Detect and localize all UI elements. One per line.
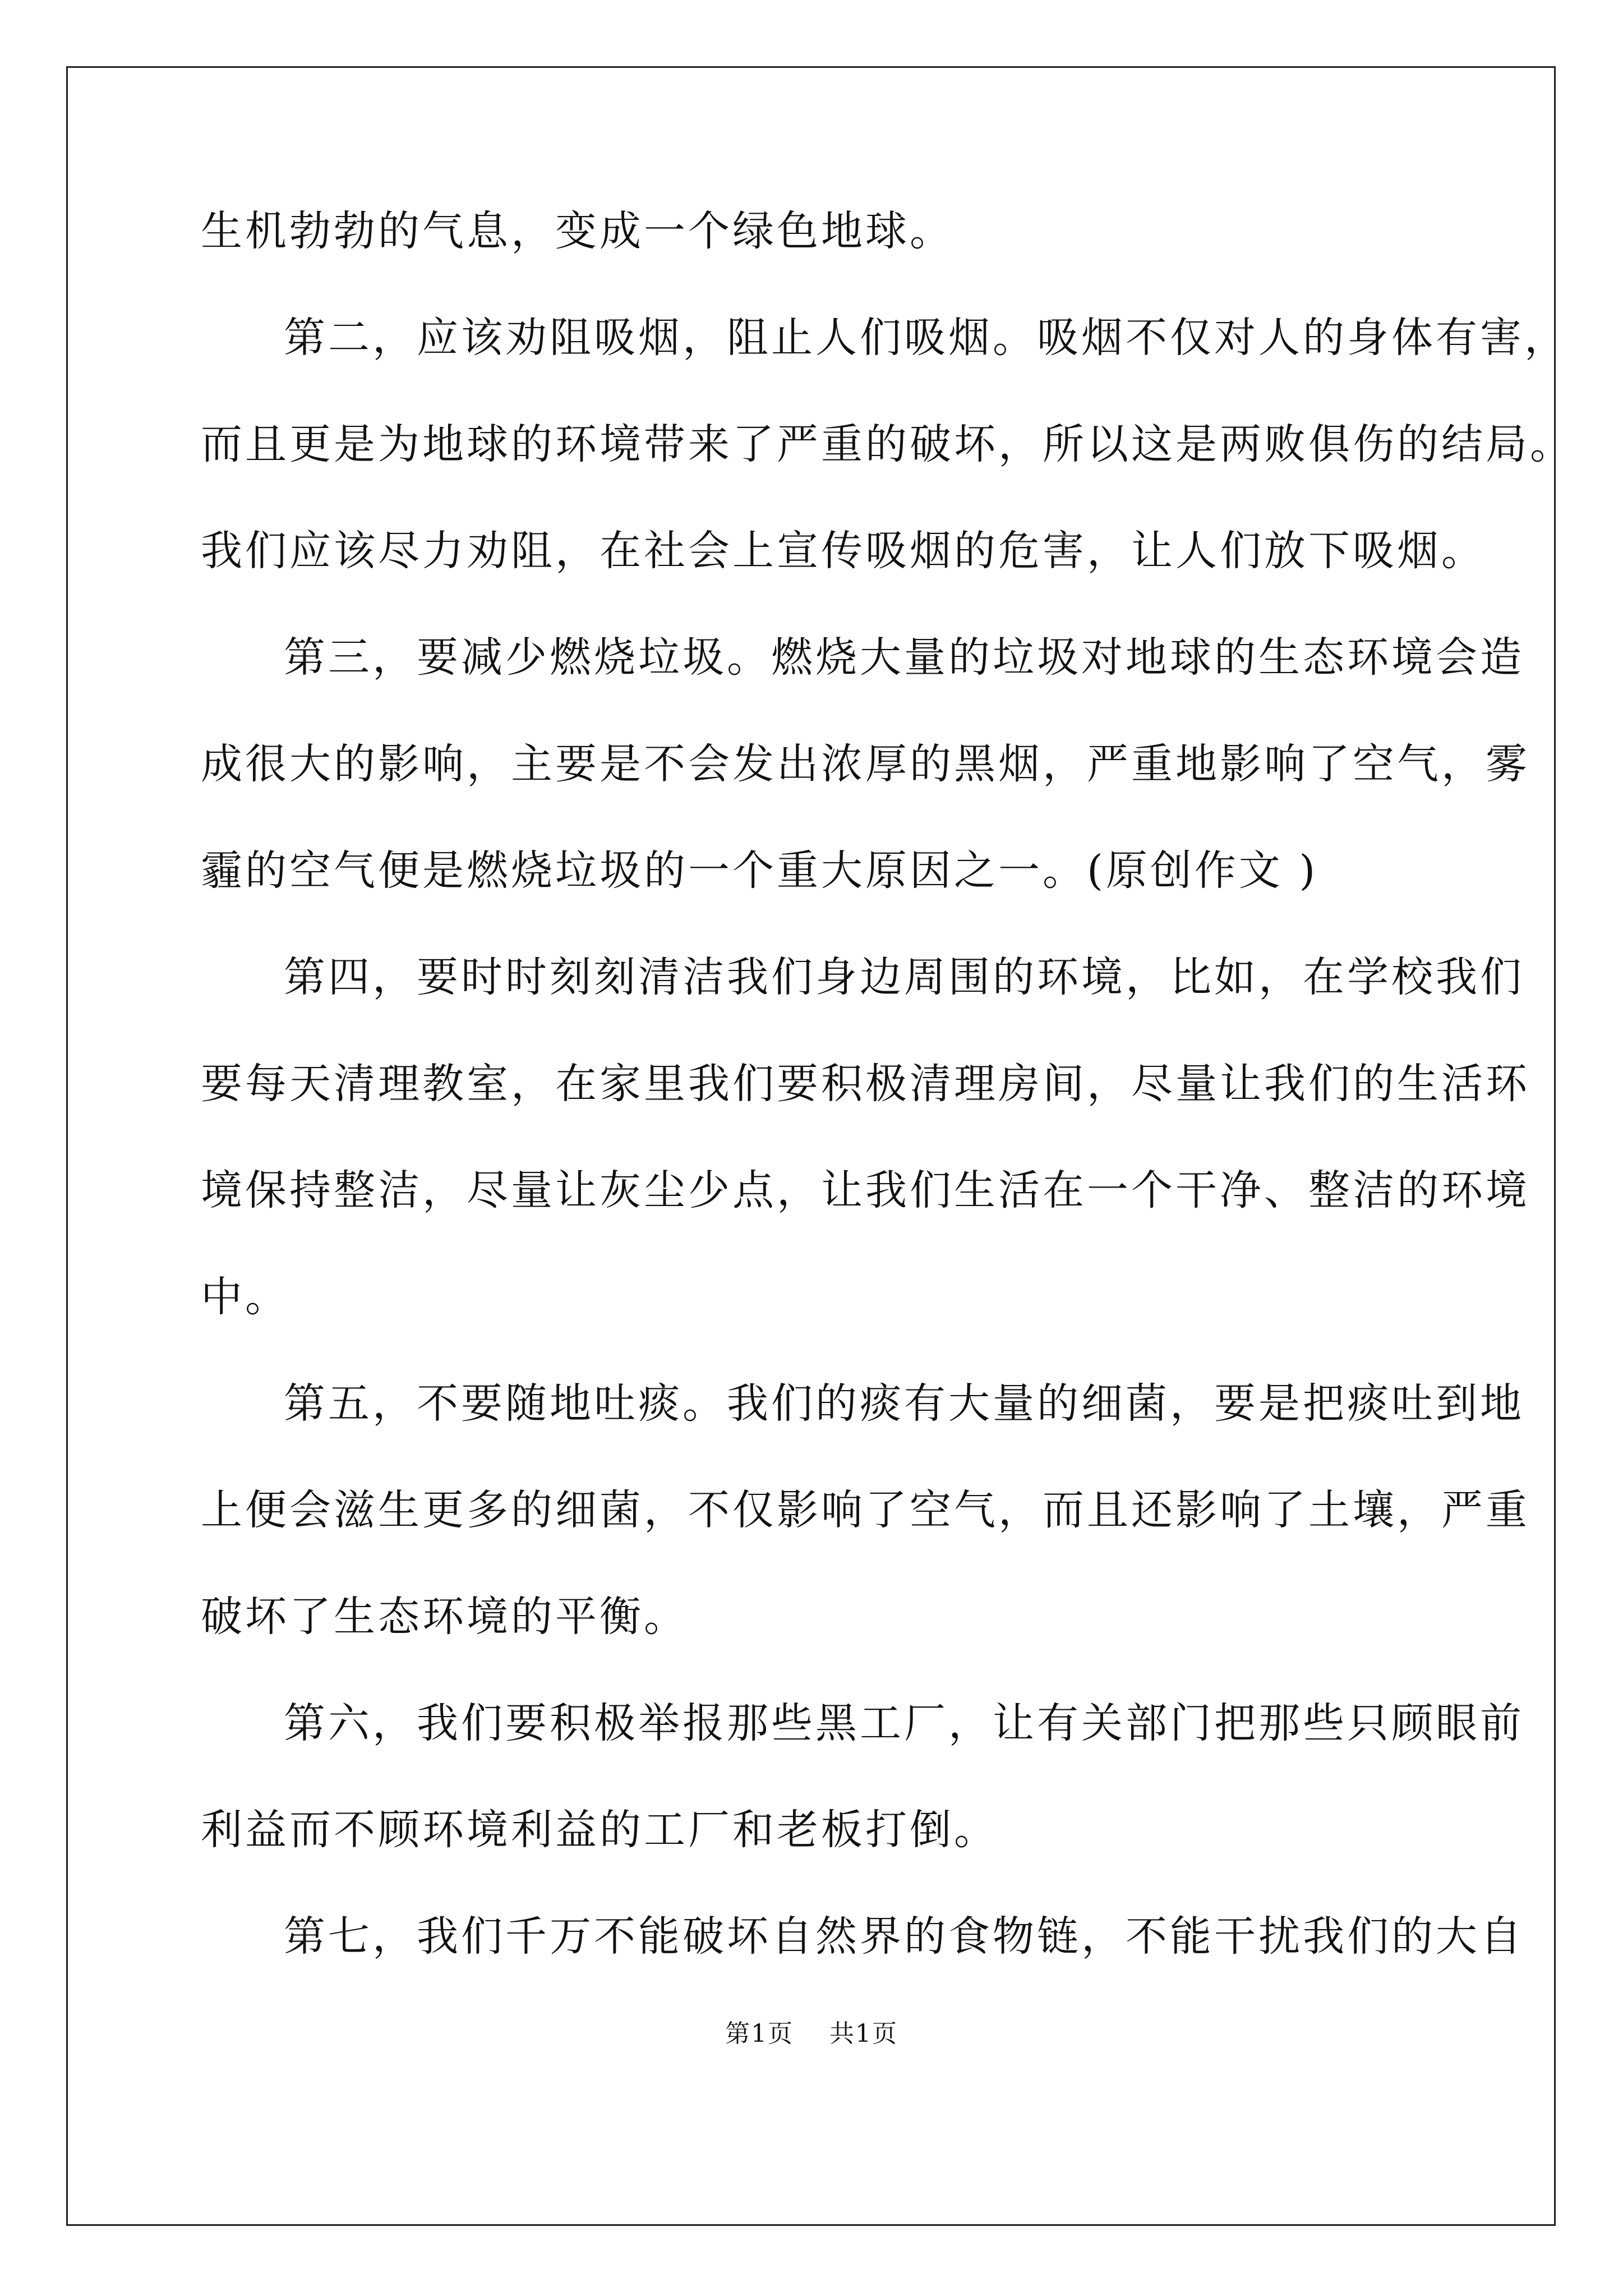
text-line: 我们应该尽力劝阻，在社会上宣传吸烟的危害，让人们放下吸烟。 [201, 527, 1486, 575]
paragraph-line: 第四，要时时刻刻清洁我们身边周围的环境，比如，在学校我们 [284, 953, 1524, 1001]
document-body [201, 204, 1574, 2016]
text-line: 破坏了生态环境的平衡。 [201, 1593, 688, 1641]
text-line: 霾的空气便是燃烧垃圾的一个重大原因之一。(原创作文 ) [201, 846, 1318, 895]
text-line: 利益而不顾环境利益的工厂和老板打倒。 [201, 1806, 998, 1854]
text-line: 上便会滋生更多的细菌，不仅影响了空气，而且还影响了土壤，严重 [201, 1486, 1530, 1534]
page-number: 第1页 [725, 2019, 794, 2048]
text-line: 要每天清理教室，在家里我们要积极清理房间，尽量让我们的生活环 [201, 1060, 1530, 1108]
page-footer [0, 2018, 1623, 2050]
paragraph-line: 第五，不要随地吐痰。我们的痰有大量的细菌，要是把痰吐到地 [284, 1379, 1524, 1428]
text-line: 中。 [201, 1273, 289, 1321]
text-line: 生机勃勃的气息，变成一个绿色地球。 [201, 207, 954, 255]
paragraph-line: 第二，应该劝阻吸烟，阻止人们吸烟。吸烟不仅对人的身体有害， [284, 314, 1569, 362]
text-line: 境保持整洁，尽量让灰尘少点，让我们生活在一个干净、整洁的环境 [201, 1166, 1530, 1214]
text-line: 成很大的影响，主要是不会发出浓厚的黑烟，严重地影响了空气，雾 [201, 740, 1530, 788]
text-line: 而且更是为地球的环境带来了严重的破坏，所以这是两败俱伤的结局。 [201, 420, 1574, 468]
paragraph-line: 第三，要减少燃烧垃圾。燃烧大量的垃圾对地球的生态环境会造 [284, 633, 1524, 682]
paragraph-line: 第六，我们要积极举报那些黑工厂，让有关部门把那些只顾眼前 [284, 1699, 1524, 1747]
page-count: 共1页 [829, 2019, 898, 2048]
paragraph-line: 第七，我们千万不能破坏自然界的食物链，不能干扰我们的大自 [284, 1912, 1524, 1961]
